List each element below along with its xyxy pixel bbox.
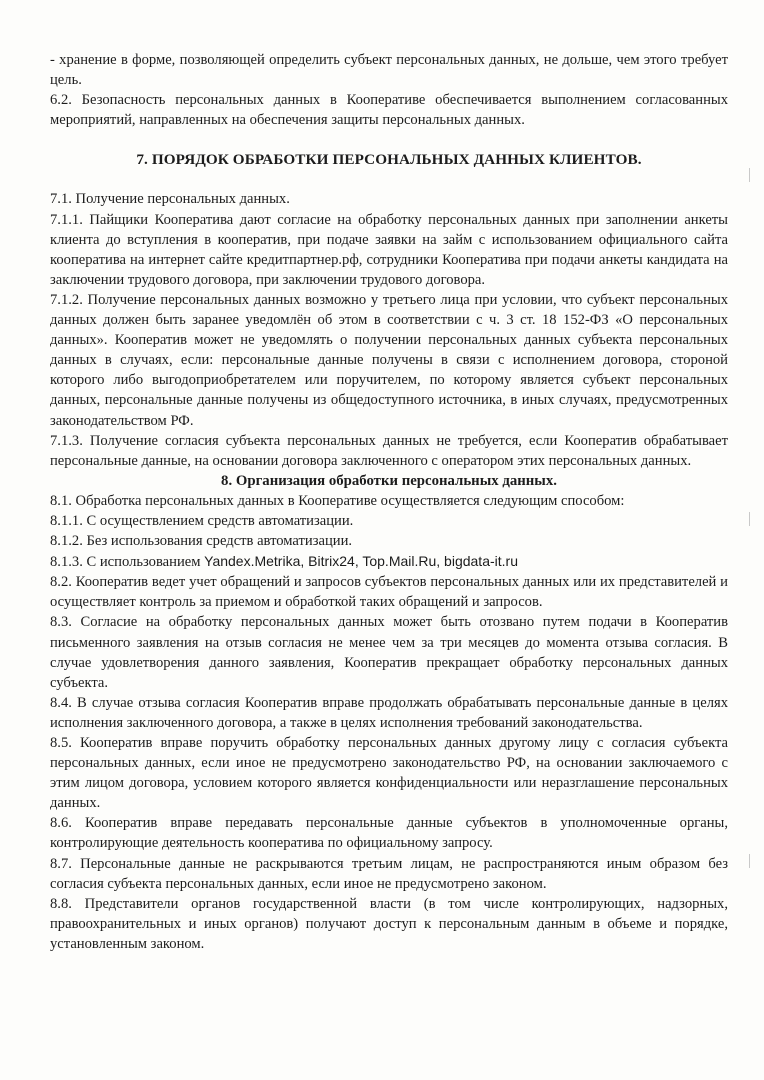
paragraph-8-1-1: 8.1.1. С осуществлением средств автоматизации. xyxy=(50,512,354,529)
paragraph-6-2: 6.2. Безопасность персональных данных в Кооперативе обеспечивается выполнением согласованных мероприятий, направленных на обеспечения защиты персональных данных. xyxy=(50,92,728,129)
paragraph-7-1: 7.1. Получение персональных данных. xyxy=(50,191,290,208)
paragraph-8-4: 8.4. В случае отзыва согласия Кооператив вправе продолжать обрабатывать персональные данные в целях исполнения заключенного договора, а также в целях исполнения требований законодательства. xyxy=(50,694,728,731)
paragraph-8-1-3-prefix: 8.1.3. С использованием xyxy=(50,554,205,571)
paragraph-8-7: 8.7. Персональные данные не раскрываются третьим лицам, не распространяются иным образом без согласия субъекта персональных данных, если иное не предусмотрено законом. xyxy=(50,855,728,892)
paragraph-8-1: 8.1. Обработка персональных данных в Кооперативе осуществляется следующим способом: xyxy=(50,492,625,509)
paragraph-8-5: 8.5. Кооператив вправе поручить обработку персональных данных другому лицу с согласия субъекта персональных данных, если иное не предусмотрено законодательство РФ, на основании заключаемого с этим лицом договора, условием которого является конфиденциальности или неразглашение персональных данных. xyxy=(50,735,728,812)
paragraph-storage: - хранение в форме, позволяющей определить субъект персональных данных, не дольше, чем этого требует цель. xyxy=(50,52,728,89)
paragraph-7-1-3: 7.1.3. Получение согласия субъекта персональных данных не требуется, если Кооператив обрабатывает персональные данные, на основании договора заключенного с оператором этих персональных данных. xyxy=(50,432,728,469)
paragraph-8-8: 8.8. Представители органов государственной власти (в том числе контролирующих, надзорных, правоохранительных и иных органов) получают доступ к персональным данным в объеме и порядке, установленным законом. xyxy=(50,895,728,952)
paragraph-7-1-2: 7.1.2. Получение персональных данных возможно у третьего лица при условии, что субъект персональных данных должен быть заранее уведомлён об этом в соответствии с ч. 3 ст. 18 152-ФЗ «О персональных данных». Кооператив может не уведомлять о получении персональных данных субъекта персональных данных в случаях, если: персональные данные получены в связи с исполнением договора, стороной которого либо выгодоприобретателем или поручителем, по которому является субъект персональных данных, персональные данные получены из общедоступного источника, в иных случаях, предусмотренных законодательством РФ. xyxy=(50,291,728,429)
paragraph-7-1-1: 7.1.1. Пайщики Кооператива дают согласие на обработку персональных данных при заполнении анкеты клиента до вступления в кооператив, при подаче заявки на займ с использованием официального сайта кооператива на интернет сайте кредитпартнер.рф, сотрудники Кооператива при подачи анкеты кандидата на заключении трудового договора, при заключении трудового договора. xyxy=(50,211,728,288)
scan-margin-mark xyxy=(749,512,750,526)
paragraph-8-1-2: 8.1.2. Без использования средств автоматизации. xyxy=(50,533,353,550)
document-page xyxy=(50,50,728,954)
paragraph-8-2: 8.2. Кооператив ведет учет обращений и запросов субъектов персональных данных или их представителей и осуществляет контроль за приемом и обработкой таких обращений и запросов. xyxy=(50,574,728,611)
paragraph-8-3: 8.3. Согласие на обработку персональных данных может быть отозвано путем подачи в Кооператив письменного заявления на отзыв согласия не менее чем за три месяцев до момента отзыва согласия. В случае удовлетворения данного заявления, Кооператив прекращает обработку персональных данных субъекта. xyxy=(50,614,728,691)
section-8-heading: 8. Организация обработки персональных данных. xyxy=(221,472,557,489)
section-7-heading: 7. ПОРЯДОК ОБРАБОТКИ ПЕРСОНАЛЬНЫХ ДАННЫХ КЛИЕНТОВ. xyxy=(136,151,642,169)
scan-margin-mark xyxy=(749,168,750,182)
scan-margin-mark xyxy=(749,854,750,868)
paragraph-8-6: 8.6. Кооператив вправе передавать персональные данные субъектов в уполномоченные органы, контролирующие деятельность кооператива по официальному запросу. xyxy=(50,815,728,852)
paragraph-8-1-3 xyxy=(50,551,728,572)
analytics-services-list: Yandex.Metrika, Bitrix24, Top.Mail.Ru, bigdata-it.ru xyxy=(204,553,518,570)
